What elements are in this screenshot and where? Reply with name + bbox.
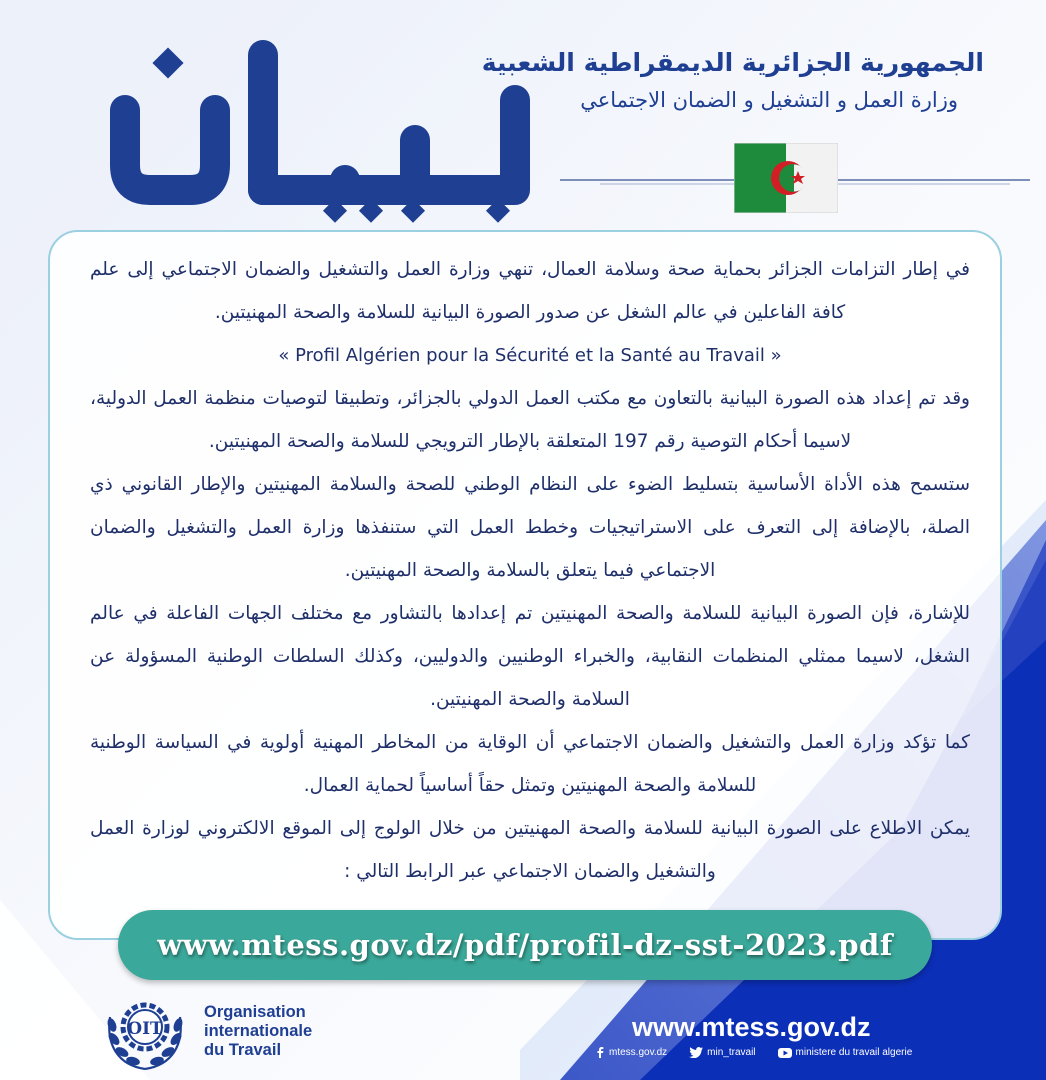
algeria-flag <box>734 143 838 213</box>
ilo-name-line-1: Organisation <box>204 1003 306 1021</box>
ilo-name-line-3: du Travail <box>204 1041 282 1059</box>
ilo-name <box>204 1003 312 1060</box>
twitter-handle[interactable]: min_travail <box>707 1047 756 1058</box>
youtube-channel[interactable]: ministere du travail algerie <box>795 1047 913 1058</box>
youtube-icon[interactable] <box>778 1048 792 1058</box>
profile-title-french: « Profil Algérien pour la Sécurité et la Santé au Travail » <box>278 345 782 366</box>
oit-abbreviation: OIT <box>127 1019 163 1039</box>
paragraph-intro: في إطار التزامات الجزائر بحماية صحة وسلامة العمال، تنهي وزارة العمل والتشغيل والضمان الاجتماعي إلى علم كافة الفاعلين في عالم الشغل عن صدور الصورة البيانية للسلامة والصحة المهنيتين. <box>90 259 970 323</box>
ministry-title: وزارة العمل و التشغيل و الضمان الاجتماعي <box>580 88 958 112</box>
paragraph-cooperation: وقد تم إعداد هذه الصورة البيانية بالتعاون مع مكتب العمل الدولي بالجزائر، وتطبيقا لتوصيات منظمة العمل الدولية، لاسيما أحكام التوصية رقم 197 المتعلقة بالإطار الترويجي للسلامة والصحة المهنيتين. <box>90 388 970 452</box>
twitter-icon[interactable] <box>689 1047 703 1058</box>
ilo-name-line-2: internationale <box>204 1022 313 1040</box>
ilo-logo <box>100 995 190 1075</box>
ministry-website-link[interactable]: www.mtess.gov.dz <box>632 1012 871 1042</box>
social-links <box>596 1047 912 1058</box>
facebook-icon[interactable] <box>596 1047 605 1058</box>
profile-pdf-link[interactable] <box>118 910 932 980</box>
paragraph-access: يمكن الاطلاع على الصورة البيانية للسلامة والصحة المهنيتين من خلال الولوج إلى الموقع الالكتروني لوزارة العمل والتشغيل والضمان الاجتماعي عبر الرابط التالي : <box>90 818 970 882</box>
paragraph-tool: ستسمح هذه الأداة الأساسية بتسليط الضوء على النظام الوطني للصحة والسلامة المهنيتين والإطار القانوني ذي الصلة، بالإضافة إلى التعرف على الاستراتيجيات وخطط العمل التي ستنفذها وزارة العمل والتشغيل والضمان الاجتماعي فيما يتعلق بالسلامة والصحة المهنيتين. <box>90 474 970 581</box>
facebook-handle[interactable]: mtess.gov.dz <box>609 1047 668 1058</box>
paragraph-consultation: للإشارة، فإن الصورة البيانية للسلامة والصحة المهنيتين تم إعدادها بالتشاور مع مختلف الجهات الفاعلة في عالم الشغل، لاسيما ممثلي المنظمات النقابية، والخبراء الوطنيين والدوليين، وكذلك السلطات الوطنية المسؤولة عن السلامة والصحة المهنيتين. <box>90 603 970 710</box>
statement-body <box>90 248 970 893</box>
headline-bayan <box>95 30 535 225</box>
paragraph-prevention: كما تؤكد وزارة العمل والتشغيل والضمان الاجتماعي أن الوقاية من المخاطر المهنية أولوية في السياسة الوطنية للسلامة والصحة المهنيتين وتمثل حقاً أساسياً لحماية العمال. <box>90 732 970 796</box>
profile-pdf-url[interactable]: www.mtess.gov.dz/pdf/profil-dz-sst-2023.pdf <box>157 928 893 962</box>
republic-title: الجمهورية الجزائرية الديمقراطية الشعبية <box>481 48 984 77</box>
